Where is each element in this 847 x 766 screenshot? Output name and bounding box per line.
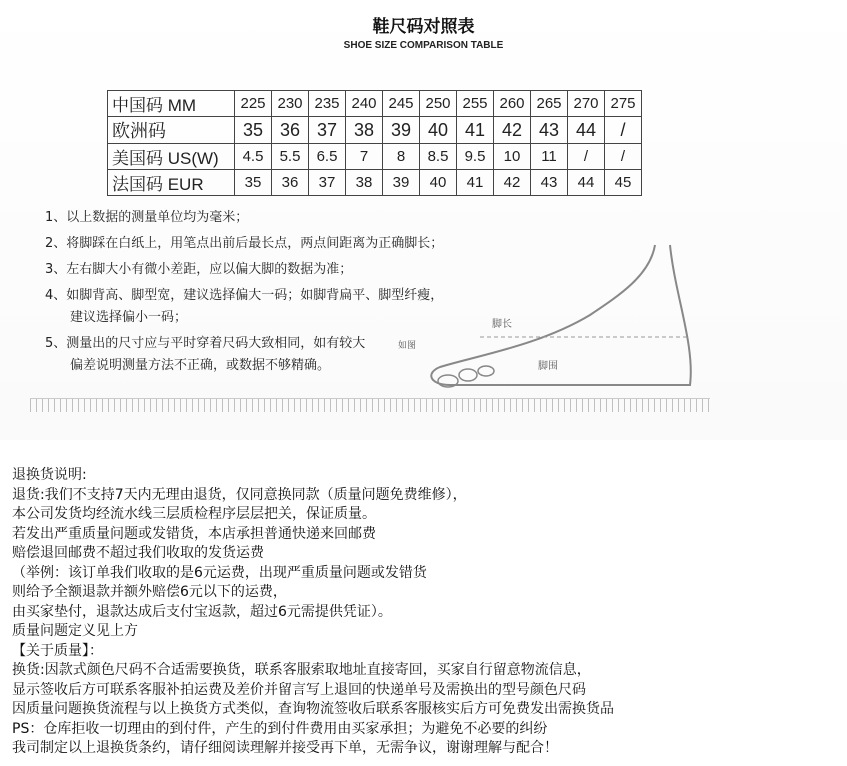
table-cell: 8.5 xyxy=(420,144,457,170)
policy-line: 【关于质量】： xyxy=(12,642,103,659)
table-row xyxy=(108,170,642,196)
note: 5、测量出的尺寸应与平时穿着尺码大致相同，如有较大 xyxy=(45,336,366,351)
table-cell: 255 xyxy=(457,91,494,117)
table-cell: 42 xyxy=(494,170,531,196)
table-cell: 39 xyxy=(383,117,420,144)
policy-line: 换货:因款式颜色尺码不合适需要换货，联系客服索取地址直接寄回，买家自行留意物流信息， xyxy=(12,662,591,678)
table-cell: 225 xyxy=(235,91,272,117)
policy-line: 我司制定以上退换货条约，请仔细阅读理解并接受再下单，无需争议，谢谢理解与配合！ xyxy=(12,740,558,756)
table-cell: 245 xyxy=(383,91,420,117)
table-cell: 39 xyxy=(383,170,420,196)
ruler xyxy=(30,398,710,412)
table-cell: 45 xyxy=(605,170,642,196)
table-cell: 260 xyxy=(494,91,531,117)
foot-length-label: 脚长 xyxy=(492,319,512,330)
policy-line: 则给予全额退款并额外赔偿6元以下的运费， xyxy=(12,584,287,600)
table-cell: 35 xyxy=(235,117,272,144)
table-row xyxy=(108,144,642,170)
table-cell: 44 xyxy=(568,117,605,144)
policy-line: 本公司发货均经流水线三层质检程序层层把关，保证质量。 xyxy=(12,506,376,522)
table-cell: 41 xyxy=(457,170,494,196)
table-cell: 38 xyxy=(346,170,383,196)
row-header: 美国码 US(W) xyxy=(108,144,235,170)
table-cell: / xyxy=(605,117,642,144)
table-row xyxy=(108,117,642,144)
policy-line: 因质量问题换货流程与以上换货方式类似，查询物流签收后联系客服核实后方可免费发出需换货品 xyxy=(12,701,614,717)
table-cell: 42 xyxy=(494,117,531,144)
table-cell: 5.5 xyxy=(272,144,309,170)
table-cell: 235 xyxy=(309,91,346,117)
policy-line: 退货:我们不支持7天内无理由退货，仅同意换同款（质量问题免费维修）， xyxy=(12,486,467,503)
row-header: 法国码 EUR xyxy=(108,170,235,196)
note: 2、将脚踩在白纸上，用笔点出前后最长点，两点间距离为正确脚长； xyxy=(45,236,444,251)
policy-line: 赔偿退回邮费不超过我们收取的发货运费 xyxy=(12,545,264,561)
table-cell: 265 xyxy=(531,91,568,117)
table-cell: 275 xyxy=(605,91,642,117)
policy-line: 显示签收后方可联系客服补拍运费及差价并留言写上退回的快递单号及需换出的型号颜色尺码 xyxy=(12,681,586,698)
table-cell: 40 xyxy=(420,170,457,196)
note: 1、以上数据的测量单位均为毫米； xyxy=(45,210,249,225)
table-cell: 8 xyxy=(383,144,420,170)
table-cell: 11 xyxy=(531,144,568,170)
table-cell: 40 xyxy=(420,117,457,144)
row-header: 中国码 MM xyxy=(108,91,235,117)
foot-illustration xyxy=(398,235,710,400)
chart-title: 鞋尺码对照表 xyxy=(372,17,475,37)
policy-line: 质量问题定义见上方 xyxy=(12,623,138,639)
table-cell: 36 xyxy=(272,117,309,144)
table-cell: 43 xyxy=(531,170,568,196)
table-cell: 37 xyxy=(309,117,346,144)
table-cell: 7 xyxy=(346,144,383,170)
foot-circumference-label: 脚围 xyxy=(538,361,558,372)
note: 3、左右脚大小有微小差距，应以偏大脚的数据为准； xyxy=(45,262,353,277)
table-cell: 44 xyxy=(568,170,605,196)
table-cell: / xyxy=(605,144,642,170)
size-table xyxy=(107,90,642,196)
table-row xyxy=(108,91,642,117)
note: 偏差说明测量方法不正确，或数据不够精确。 xyxy=(70,358,331,373)
chart-subtitle: SHOE SIZE COMPARISON TABLE xyxy=(343,40,504,51)
table-cell: 38 xyxy=(346,117,383,144)
note: 建议选择偏小一码； xyxy=(70,310,188,325)
table-cell: 9.5 xyxy=(457,144,494,170)
table-cell: 270 xyxy=(568,91,605,117)
policy-line: 由买家垫付，退款达成后支付宝返款，超过6元需提供凭证）。 xyxy=(12,603,392,620)
policy-line: PS：仓库拒收一切理由的到付件，产生的到付件费用由买家承担；为避免不必要的纠纷 xyxy=(12,720,548,737)
row-header: 欧洲码 xyxy=(108,117,235,144)
note: 4、如脚背高、脚型宽，建议选择偏大一码；如脚背扁平、脚型纤瘦， xyxy=(45,288,444,303)
table-cell: 43 xyxy=(531,117,568,144)
example-label: 如图 xyxy=(398,341,417,351)
measurement-notes xyxy=(45,205,443,379)
table-cell: 230 xyxy=(272,91,309,117)
return-policy xyxy=(12,466,614,759)
table-cell: 10 xyxy=(494,144,531,170)
table-cell: 6.5 xyxy=(309,144,346,170)
table-cell: 37 xyxy=(309,170,346,196)
policy-line: 退换货说明: xyxy=(12,467,87,483)
table-cell: 250 xyxy=(420,91,457,117)
table-cell: 240 xyxy=(346,91,383,117)
table-cell: 41 xyxy=(457,117,494,144)
table-cell: / xyxy=(568,144,605,170)
table-cell: 35 xyxy=(235,170,272,196)
table-cell: 36 xyxy=(272,170,309,196)
policy-line: （举例：该订单我们收取的是6元运费，出现严重质量问题或发错货 xyxy=(12,564,427,581)
table-cell: 4.5 xyxy=(235,144,272,170)
policy-line: 若发出严重质量问题或发错货，本店承担普通快递来回邮费 xyxy=(12,525,376,542)
